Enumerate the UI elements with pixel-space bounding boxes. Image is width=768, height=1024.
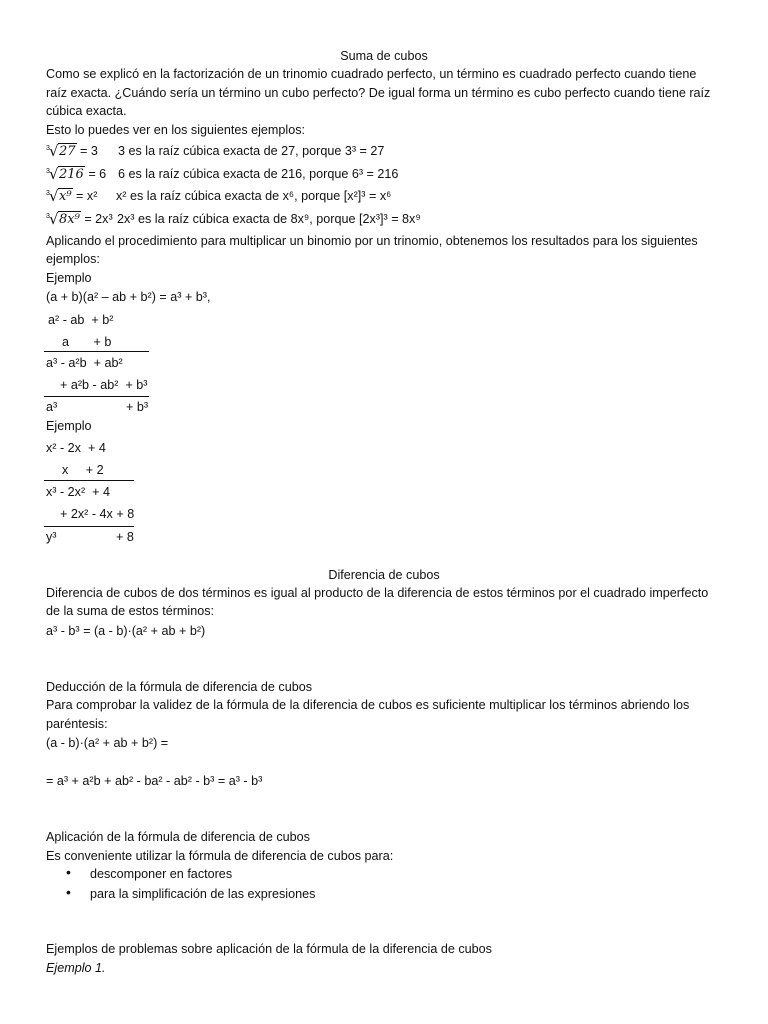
multiplication-result: y³ [46, 530, 57, 544]
multiplication-row: + a²b - ab² + b³ [60, 378, 148, 392]
multiplication-result: + b³ [126, 400, 149, 414]
paragraph-line: Para comprobar la validez de la fórmula de la diferencia de cubos es suficiente multiplicar los términos abriendo los [46, 698, 690, 712]
multiplication-row: x² - 2x + 4 [46, 441, 106, 455]
section-title-diferencia: Diferencia de cubos [328, 568, 440, 582]
list-item: para la simplificación de las expresiones [90, 887, 316, 901]
cube-root-example-1 [46, 142, 385, 160]
paragraph-line: Diferencia de cubos de dos términos es igual al producto de la diferencia de estos términos por el cuadrado imperfecto [46, 586, 709, 600]
multiplication-row: a³ - a²b + ab² [46, 356, 123, 370]
section-title-suma: Suma de cubos [340, 49, 428, 63]
cube-root-symbol: 3 √ x⁹ [46, 187, 72, 205]
root-result: = 6 [88, 167, 107, 181]
multiplication-row: a² - ab + b² [48, 313, 114, 327]
section-heading: Aplicación de la fórmula de diferencia de cubos [46, 830, 310, 844]
cube-root-example-3 [46, 187, 392, 205]
root-explanation: 6 es la raíz cúbica exacta de 216, porque 6³ = 216 [118, 167, 399, 181]
multiplication-rule [44, 480, 134, 481]
root-result: = 2x³ [84, 212, 113, 226]
multiplication-row: + 2x² - 4x + 8 [60, 507, 135, 521]
paragraph-line: Esto lo puedes ver en los siguientes ejemplos: [46, 123, 306, 137]
paragraph-line: paréntesis: [46, 717, 108, 731]
multiplication-rule [44, 526, 134, 527]
root-explanation: x² es la raíz cúbica exacta de x⁶, porque [x²]³ = x⁶ [116, 189, 392, 203]
cube-root-example-2 [46, 165, 399, 183]
paragraph-line: Es conveniente utilizar la fórmula de diferencia de cubos para: [46, 849, 394, 863]
root-result: = x² [76, 189, 98, 203]
root-result: = 3 [80, 144, 98, 158]
formula-line: (a + b)(a² – ab + b²) = a³ + b³, [46, 290, 211, 304]
example-label: Ejemplo [46, 271, 92, 285]
multiplication-row: x³ - 2x² + 4 [46, 485, 111, 499]
section-heading: Ejemplos de problemas sobre aplicación de la fórmula de la diferencia de cubos [46, 942, 492, 956]
paragraph-line: de la suma de estos términos: [46, 604, 214, 618]
list-item: descomponer en factores [90, 867, 233, 881]
cube-root-symbol: 3 √ 8x⁹ [46, 210, 80, 228]
cube-root-symbol: 3 √ 27 [46, 142, 76, 160]
cube-root-symbol: 3 √ 216 [46, 165, 84, 183]
paragraph-line: ejemplos: [46, 252, 100, 266]
paragraph-line: Aplicando el procedimiento para multiplicar un binomio por un trinomio, obtenemos los resultados para los siguientes [46, 234, 698, 248]
section-heading: Deducción de la fórmula de diferencia de cubos [46, 680, 313, 694]
bullet-icon: • [66, 884, 71, 900]
multiplication-row: x + 2 [62, 463, 104, 477]
root-explanation: 2x³ es la raíz cúbica exacta de 8x⁹, porque [2x³]³ = 8x⁹ [117, 212, 421, 226]
formula-line: = a³ + a²b + ab² - ba² - ab² - b³ = a³ - b³ [46, 774, 263, 788]
root-explanation: 3 es la raíz cúbica exacta de 27, porque 3³ = 27 [118, 144, 385, 158]
multiplication-row: a + b [62, 335, 112, 349]
example-label: Ejemplo 1. [46, 961, 106, 975]
multiplication-result: a³ [46, 400, 58, 414]
multiplication-rule [44, 351, 149, 352]
paragraph-line: Como se explicó en la factorización de un trinomio cuadrado perfecto, un término es cuadrado perfecto cuando tiene [46, 67, 697, 81]
multiplication-rule [44, 396, 149, 397]
formula-line: a³ - b³ = (a - b)·(a² + ab + b²) [46, 624, 206, 638]
multiplication-result: + 8 [116, 530, 134, 544]
bullet-icon: • [66, 864, 71, 880]
example-label: Ejemplo [46, 419, 92, 433]
paragraph-line: cúbica exacta. [46, 104, 127, 118]
formula-line: (a - b)·(a² + ab + b²) = [46, 736, 169, 750]
paragraph-line: raíz exacta. ¿Cuándo sería un término un cubo perfecto? De igual forma un término es cubo perfecto cuando tiene raíz [46, 86, 711, 100]
cube-root-example-4 [46, 210, 421, 228]
